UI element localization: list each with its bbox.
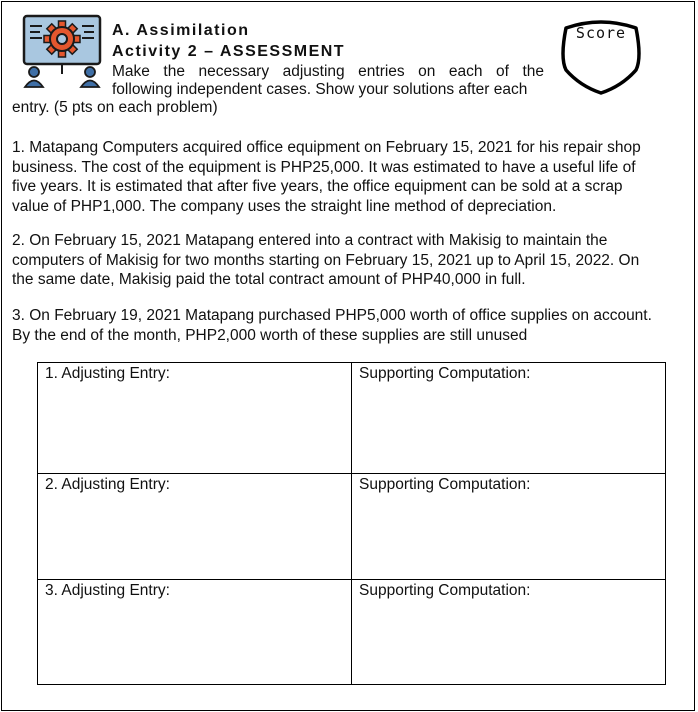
cell-label: 2. Adjusting Entry:: [45, 476, 170, 493]
instructions-line-2: following independent cases. Show your solutions after each: [112, 81, 528, 98]
answer-table: [37, 362, 666, 685]
activity-title: Activity 2 – ASSESSMENT: [112, 43, 346, 60]
cell-label: Supporting Computation:: [359, 365, 531, 382]
cell-label: 1. Adjusting Entry:: [45, 365, 170, 382]
cell-label: Supporting Computation:: [359, 582, 531, 599]
supporting-computation-cell-1[interactable]: [352, 363, 666, 474]
problem-line: computers of Makisig for two months starting on February 15, 2021 up to April 15, 2022. On: [12, 251, 640, 269]
score-label: Score: [575, 24, 627, 42]
problem-line: 3. On February 19, 2021 Matapang purchased PHP5,000 worth of office supplies on account.: [12, 307, 652, 324]
problem-line: value of PHP1,000. The company uses the straight line method of depreciation.: [12, 197, 557, 215]
adjusting-entry-cell-1[interactable]: [38, 363, 352, 474]
instructions-line-1: Make the necessary adjusting entries on each of the: [112, 63, 544, 80]
table-row: [38, 474, 666, 580]
problem-3: [12, 306, 688, 345]
gear-presentation-icon: [22, 14, 102, 90]
instructions-line-3: entry. (5 pts on each problem): [12, 99, 218, 116]
section-title: A. Assimilation: [112, 22, 250, 39]
cell-label: 3. Adjusting Entry:: [45, 582, 170, 599]
adjusting-entry-cell-2[interactable]: [38, 474, 352, 580]
problem-line: five years. It is estimated that after five years, the office equipment can be sold at a scrap: [12, 178, 623, 195]
supporting-computation-cell-3[interactable]: [352, 580, 666, 685]
table-row: [38, 363, 666, 474]
table-row: [38, 580, 666, 685]
adjusting-entry-cell-3[interactable]: [38, 580, 352, 685]
problem-line: 2. On February 15, 2021 Matapang entered into a contract with Makisig to maintain the: [12, 232, 608, 249]
problem-line: 1. Matapang Computers acquired office equipment on February 15, 2021 for his repair shop: [12, 139, 641, 156]
cell-label: Supporting Computation:: [359, 476, 531, 493]
problem-line: the same date, Makisig paid the total contract amount of PHP40,000 in full.: [12, 271, 526, 288]
supporting-computation-cell-2[interactable]: [352, 474, 666, 580]
problem-line: By the end of the month, PHP2,000 worth of these supplies are still unused: [12, 326, 528, 344]
worksheet-page: [1, 1, 695, 711]
problem-1: [12, 138, 688, 216]
problem-2: [12, 231, 688, 290]
problem-line: business. The cost of the equipment is PHP25,000. It was estimated to have a useful life of: [12, 158, 636, 176]
